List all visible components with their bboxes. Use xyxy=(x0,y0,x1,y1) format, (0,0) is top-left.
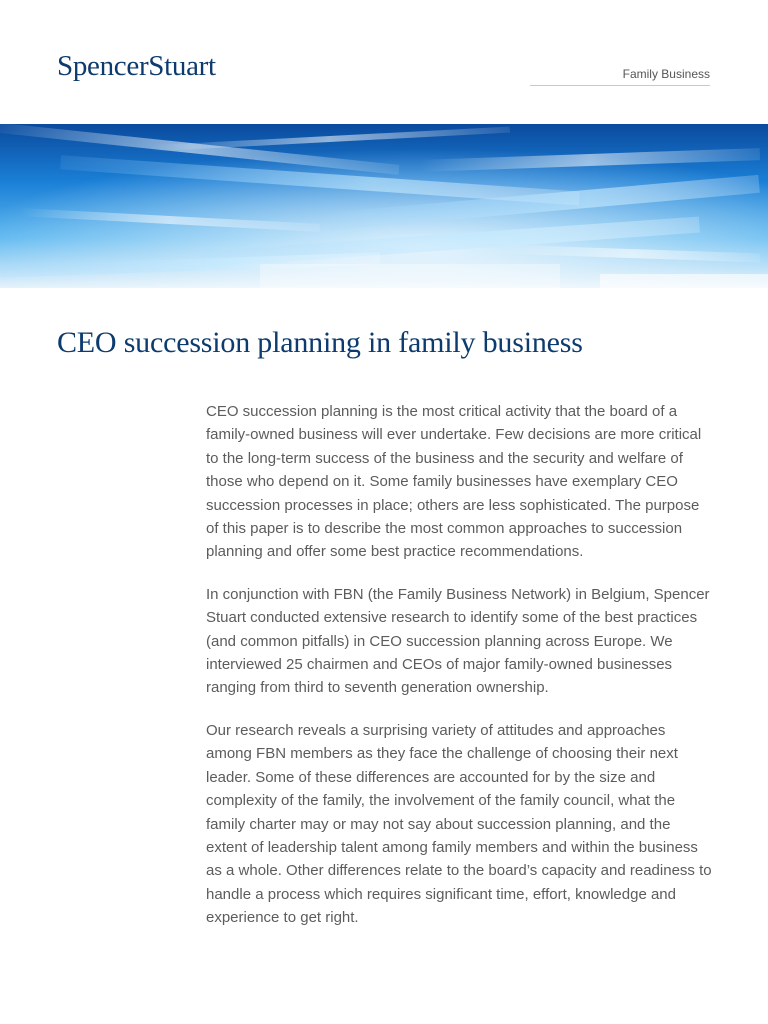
article-body xyxy=(206,400,712,949)
section-label: Family Business xyxy=(622,67,710,81)
paragraph: CEO succession planning is the most critical activity that the board of a family-owned business will ever undertake. Few decisions are more critical to the long-term success of the business and the security and welfare of those who depend on it. Some family businesses have exemplary CEO succession processes in place; others are less sophisticated. The purpose of this paper is to describe the most common approaches to succession planning and offer some best practice recommendations. xyxy=(206,403,702,561)
company-logo: SpencerStuart xyxy=(57,50,216,82)
page-title: CEO succession planning in family business xyxy=(57,326,583,359)
banner-image xyxy=(0,124,768,288)
paragraph: Our research reveals a surprising variety of attitudes and approaches among FBN members as they face the challenge of choosing their next leader. Some of these differences are accounted for by the size and complexity of the family, the involvement of the family council, what the family charter may or may not say about succession planning, and the extent of leadership talent among family members and within the business as a whole. Other differences relate to the board’s capacity and readiness to handle a process which requires significant time, effort, knowledge and experience to get right. xyxy=(206,721,712,927)
abstract-light-streaks xyxy=(0,124,768,288)
paragraph: In conjunction with FBN (the Family Business Network) in Belgium, Spencer Stuart conducted extensive research to identify some of the best practices (and common pitfalls) in CEO succession planning across Europe. We interviewed 25 chairmen and CEOs of major family-owned businesses ranging from third to seventh generation ownership. xyxy=(206,585,710,697)
header-divider xyxy=(530,85,710,86)
